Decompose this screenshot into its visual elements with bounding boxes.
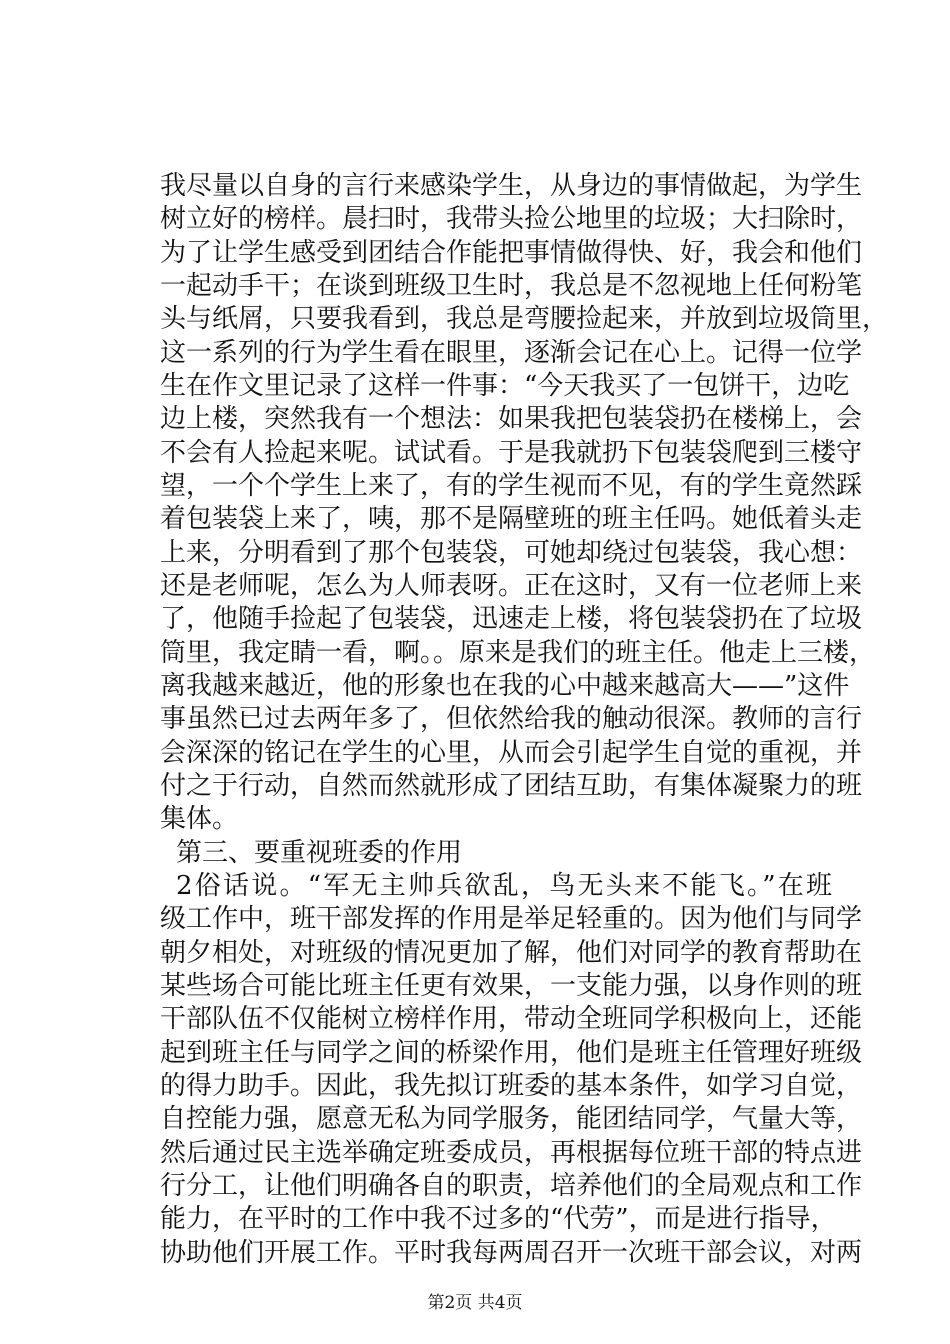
text-line: 我尽量以自身的言行来感染学生，从身边的事情做起，为学生 [160,171,863,201]
text-line: 行分工，让他们明确各自的职责，培养他们的全局观点和工作 [160,1171,863,1201]
text-line: 望，一个个学生上来了，有的学生视而不见，有的学生竟然踩 [160,471,863,501]
text-line: 着包装袋上来了，咦，那不是隔壁班的班主任吗。她低着头走 [160,504,863,535]
text-line: 朝夕相处，对班级的情况更加了解，他们对同学的教育帮助在 [160,937,863,968]
text-line: 离我越来越近，他的形象也在我的心中越来越高大——”这件 [160,671,850,701]
text-line: 为了让学生感受到团结合作能把事情做得快、好，我会和他们 [160,237,863,268]
text-line: 会深深的铭记在学生的心里，从而会引起学生自觉的重视，并 [160,737,863,768]
text-line: 还是老师呢，怎么为人师表呀。正在这时，又有一位老师上来 [160,571,863,601]
text-line: 自控能力强，愿意无私为同学服务，能团结同学，气量大等， [160,1104,863,1135]
text-line: 头与纸屑，只要我看到，我总是弯腰捡起来，并放到垃圾筒里， [160,304,889,335]
text-line: 起到班主任与同学之间的桥梁作用，他们是班主任管理好班级 [160,1037,863,1068]
page-footer: 第2页 共4页 [427,1293,523,1313]
section-heading: 第三、要重视班委的作用 [176,837,463,868]
text-line: 上来，分明看到了那个包装袋，可她却绕过包装袋，我心想： [160,537,863,568]
text-line: 然后通过民主选举确定班委成员，再根据每位班干部的特点进 [160,1137,863,1168]
text-line: 不会有人捡起来呢。试试看。于是我就扔下包装袋爬到三楼守 [160,437,863,468]
text-line: 筒里，我定睛一看，啊。。原来是我们的班主任。他走上三楼， [160,637,876,668]
text-line: 树立好的榜样。晨扫时，我带头捡公地里的垃圾；大扫除时， [160,204,863,235]
text-line: 协助他们开展工作。平时我每两周召开一次班干部会议，对两 [160,1237,863,1268]
text-line: 2俗话说。“军无主帅兵欲乱，鸟无头来不能飞。”在班 [176,871,832,901]
text-line: 级工作中，班干部发挥的作用是举足轻重的。因为他们与同学 [160,904,863,935]
text-line: 能力，在平时的工作中我不过多的“代劳”，而是进行指导， [160,1204,837,1235]
text-line: 边上楼，突然我有一个想法：如果我把包装袋扔在楼梯上，会 [160,404,863,435]
text-line: 集体。 [160,804,239,835]
text-line: 干部队伍不仅能树立榜样作用，带动全班同学积极向上，还能 [160,1004,863,1035]
text-line: 付之于行动，自然而然就形成了团结互助，有集体凝聚力的班 [160,771,863,801]
text-line: 这一系列的行为学生看在眼里，逐渐会记在心上。记得一位学 [160,337,863,368]
text-line: 了，他随手捡起了包装袋，迅速走上楼，将包装袋扔在了垃圾 [160,604,863,635]
text-line: 某些场合可能比班主任更有效果，一支能力强，以身作则的班 [160,971,863,1001]
text-line: 一起动手干；在谈到班级卫生时，我总是不忽视地上任何粉笔 [160,271,863,301]
text-line: 生在作文里记录了这样一件事：“今天我买了一包饼干，边吃 [160,371,850,401]
text-line: 事虽然已过去两年多了，但依然给我的触动很深。教师的言行 [160,704,863,735]
text-line: 的得力助手。因此，我先拟订班委的基本条件，如学习自觉， [160,1071,863,1101]
